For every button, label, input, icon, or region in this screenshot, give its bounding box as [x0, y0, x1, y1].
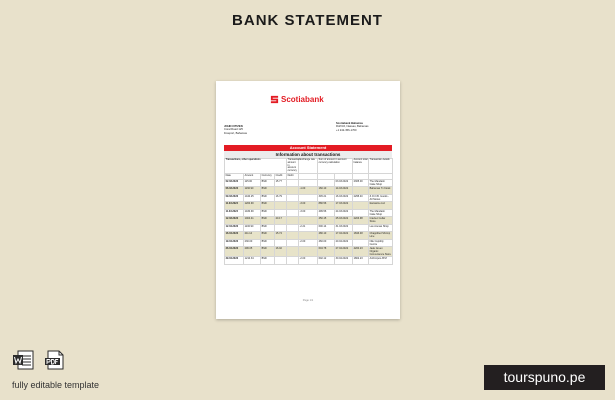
- scotiabank-logo-icon: [270, 95, 279, 104]
- cell-rate: [299, 194, 318, 202]
- cell-date: 09.03.2022: [225, 194, 244, 202]
- cell-sum: 345.21: [318, 194, 335, 202]
- cell-debit: [287, 224, 299, 232]
- cell-sum: 450.15: [318, 217, 335, 225]
- cell-rate: [299, 232, 318, 240]
- cell-time: 03.03.2022: [335, 179, 353, 187]
- table-row: [225, 194, 393, 202]
- cell-details: Bahamas Tv Kiosk: [369, 187, 393, 195]
- cell-date: 06.03.2022: [225, 187, 244, 195]
- col-currency: Currency: [261, 173, 275, 179]
- table-row: [225, 179, 393, 187]
- cell-date: 19.04.2022: [225, 239, 244, 247]
- cell-details: The Mandarin Cake Shop: [369, 209, 393, 217]
- bank-name: Scotiabank Bahamas: [336, 122, 364, 125]
- cell-rate: -3.00: [299, 209, 318, 217]
- cell-amount: 230.00: [244, 239, 261, 247]
- col-debit: Debit: [287, 173, 299, 179]
- table-row: [225, 224, 393, 232]
- col-transaction-amount: Transaction amount in account currency: [287, 158, 300, 173]
- cell-rate: [299, 247, 318, 257]
- col-balance: Account total balance: [353, 159, 369, 174]
- customer-address: [224, 125, 284, 135]
- cell-balance: [353, 209, 369, 217]
- cell-debit: [287, 209, 299, 217]
- cell-time: 16.03.2022: [335, 194, 353, 202]
- cell-balance: 2295.40: [353, 194, 369, 202]
- cell-cur: BSD: [261, 247, 275, 257]
- bank-address: [336, 122, 396, 132]
- logo-text: Scotiabank: [281, 95, 324, 104]
- cell-sum: [318, 179, 335, 187]
- cell-cur: BSD: [261, 202, 275, 210]
- format-icons: [12, 350, 65, 370]
- table-row: [225, 247, 393, 257]
- table-row: [225, 232, 393, 240]
- cell-sum: 499.56: [318, 209, 335, 217]
- cell-credit: 16.02: [275, 247, 287, 257]
- table-row: [225, 209, 393, 217]
- cell-rate: -2.21: [299, 224, 318, 232]
- cell-amount: 1100.90: [244, 224, 261, 232]
- account-statement-title: Account Statement: [224, 145, 392, 151]
- table-row: [225, 202, 393, 210]
- cell-debit: [287, 187, 299, 195]
- cell-date: 16.04.2022: [225, 232, 244, 240]
- col-amount: Amount: [244, 173, 261, 179]
- cell-time: 27.04.2022: [335, 247, 353, 257]
- cell-balance: [353, 202, 369, 210]
- cell-rate: [299, 179, 318, 187]
- col-date: Date: [225, 173, 244, 179]
- cell-details: Z.O.O.B. Goods - All Stores: [369, 194, 393, 202]
- cell-cur: BSD: [261, 187, 275, 195]
- cell-date: 12.04.2022: [225, 224, 244, 232]
- cell-date: 29.04.2022: [225, 257, 244, 265]
- cell-rate: -2.00: [299, 257, 318, 265]
- word-doc-icon: [12, 350, 34, 370]
- col-amount-in-currency: Sum of amount in account currency calculation: [318, 159, 353, 174]
- cell-debit: [287, 194, 299, 202]
- cell-debit: [287, 232, 299, 240]
- cell-credit: [275, 239, 287, 247]
- cell-debit: [287, 239, 299, 247]
- bank-logo: [270, 95, 324, 104]
- cell-cur: BSD: [261, 232, 275, 240]
- group-header: Transactions, other operations: [225, 159, 287, 174]
- cell-time: 31.03.2022: [335, 224, 353, 232]
- table-row: [225, 217, 393, 225]
- cell-rate: -2.00: [299, 239, 318, 247]
- cell-time: 20.04.2022: [335, 239, 353, 247]
- cell-cur: BSD: [261, 179, 275, 187]
- cell-time: 25.03.2022: [335, 217, 353, 225]
- cell-details: Chappified Shrimp Line: [369, 232, 393, 240]
- cell-cur: BSD: [261, 209, 275, 217]
- cell-credit: [275, 187, 287, 195]
- bank-line1: Rolf Rd, Nassau, Bahamas: [336, 125, 369, 129]
- transactions-body: [225, 179, 393, 264]
- cell-balance: 1843.48: [353, 232, 369, 240]
- transactions-info-title: Information about transactions: [224, 151, 392, 158]
- cell-details: Jade Green Organic Convenience Store: [369, 247, 391, 257]
- cell-date: 11.03.2022: [225, 202, 244, 210]
- cell-sum: 460.00: [318, 239, 335, 247]
- cell-cur: BSD: [261, 224, 275, 232]
- cell-balance: 4200.23: [353, 247, 369, 257]
- transactions-table: [224, 158, 393, 265]
- cell-details: Nile Cupidity Centre: [369, 239, 393, 247]
- cell-details: The Mandarin Cake Shop: [369, 179, 393, 187]
- cell-credit: [275, 257, 287, 265]
- page-number: Page 1/1: [302, 299, 314, 302]
- customer-name: JOHN CITIZEN: [224, 125, 243, 128]
- cell-balance: [353, 239, 369, 247]
- cell-date: 26.04.2022: [225, 247, 244, 257]
- cell-balance: 2203.98: [353, 217, 369, 225]
- cell-time: 24.03.2022: [335, 209, 353, 217]
- cell-amount: 1210.34: [244, 257, 261, 265]
- col-details: Transaction details: [369, 159, 393, 174]
- cell-rate: -3.00: [299, 202, 318, 210]
- cell-sum: 880.56: [318, 202, 335, 210]
- cell-credit: 20.17: [275, 217, 287, 225]
- cell-amount: 115.00: [244, 179, 261, 187]
- cell-sum: 480.10: [318, 232, 335, 240]
- cell-sum: 604.78: [318, 247, 335, 257]
- cell-credit: [275, 202, 287, 210]
- cell-time: 17.03.2022: [335, 202, 353, 210]
- col-credit: Credit: [275, 173, 287, 179]
- cell-rate: [299, 217, 318, 225]
- cell-credit: 15.74: [275, 232, 287, 240]
- cell-time: 14.03.2022: [335, 187, 353, 195]
- customer-line1: Coral Road 125: [224, 128, 243, 132]
- table-row: [225, 239, 393, 247]
- table-row: [225, 257, 393, 265]
- bank-line2: +1 242-356-1700: [336, 128, 357, 132]
- brand-badge[interactable]: tourspuno.pe: [484, 365, 605, 390]
- cell-amount: 211.14: [244, 232, 261, 240]
- customer-line2: Freeport, Bahamas: [224, 131, 248, 135]
- cell-balance: [353, 224, 369, 232]
- cell-amount: 1200.90: [244, 202, 261, 210]
- cell-sum: 602.12: [318, 257, 335, 265]
- cell-amount: 1430.90: [244, 209, 261, 217]
- cell-debit: [287, 217, 299, 225]
- pdf-doc-icon: [43, 350, 65, 370]
- cell-cur: BSD: [261, 217, 275, 225]
- cell-sum: 160.10: [318, 187, 335, 195]
- cell-amount: 1004.41: [244, 217, 261, 225]
- cell-cur: BSD: [261, 257, 275, 265]
- statement-document: [216, 81, 400, 319]
- cell-credit: [275, 224, 287, 232]
- cell-details: Las Arenas Shop: [369, 224, 393, 232]
- cell-details: Ikamarine Ltd: [369, 202, 393, 210]
- caption: fully editable template: [12, 380, 100, 390]
- cell-rate: -1.00: [299, 187, 318, 195]
- cell-amount: 296.05: [244, 247, 261, 257]
- cell-time: 30.04.2022: [335, 257, 353, 265]
- table-row: [225, 187, 393, 195]
- cell-balance: [353, 187, 369, 195]
- cell-date: 02.03.2022: [225, 179, 244, 187]
- cell-debit: [287, 179, 299, 187]
- cell-time: 17.04.2022: [335, 232, 353, 240]
- cell-debit: [287, 257, 299, 265]
- cell-amount: 1160.90: [244, 187, 261, 195]
- cell-cur: BSD: [261, 194, 275, 202]
- cell-credit: 16.79: [275, 194, 287, 202]
- cell-debit: [287, 202, 299, 210]
- cell-date: 11.03.2022: [225, 209, 244, 217]
- cell-credit: 15.77: [275, 179, 287, 187]
- cell-credit: [275, 209, 287, 217]
- cell-debit: [287, 247, 299, 257]
- cell-sum: 600.14: [318, 224, 335, 232]
- col-exchange-rate: Exchange rate: [299, 159, 318, 174]
- cell-balance: 2305.00: [353, 179, 369, 187]
- cell-date: 12.03.2022: [225, 217, 244, 225]
- page-title: BANK STATEMENT: [232, 12, 383, 29]
- cell-amount: 1440.25: [244, 194, 261, 202]
- cell-details: Anthropos ATM: [369, 257, 393, 265]
- cell-balance: 1802.23: [353, 257, 369, 265]
- cell-cur: BSD: [261, 239, 275, 247]
- cell-details: Intertec Cellar Store: [369, 217, 393, 225]
